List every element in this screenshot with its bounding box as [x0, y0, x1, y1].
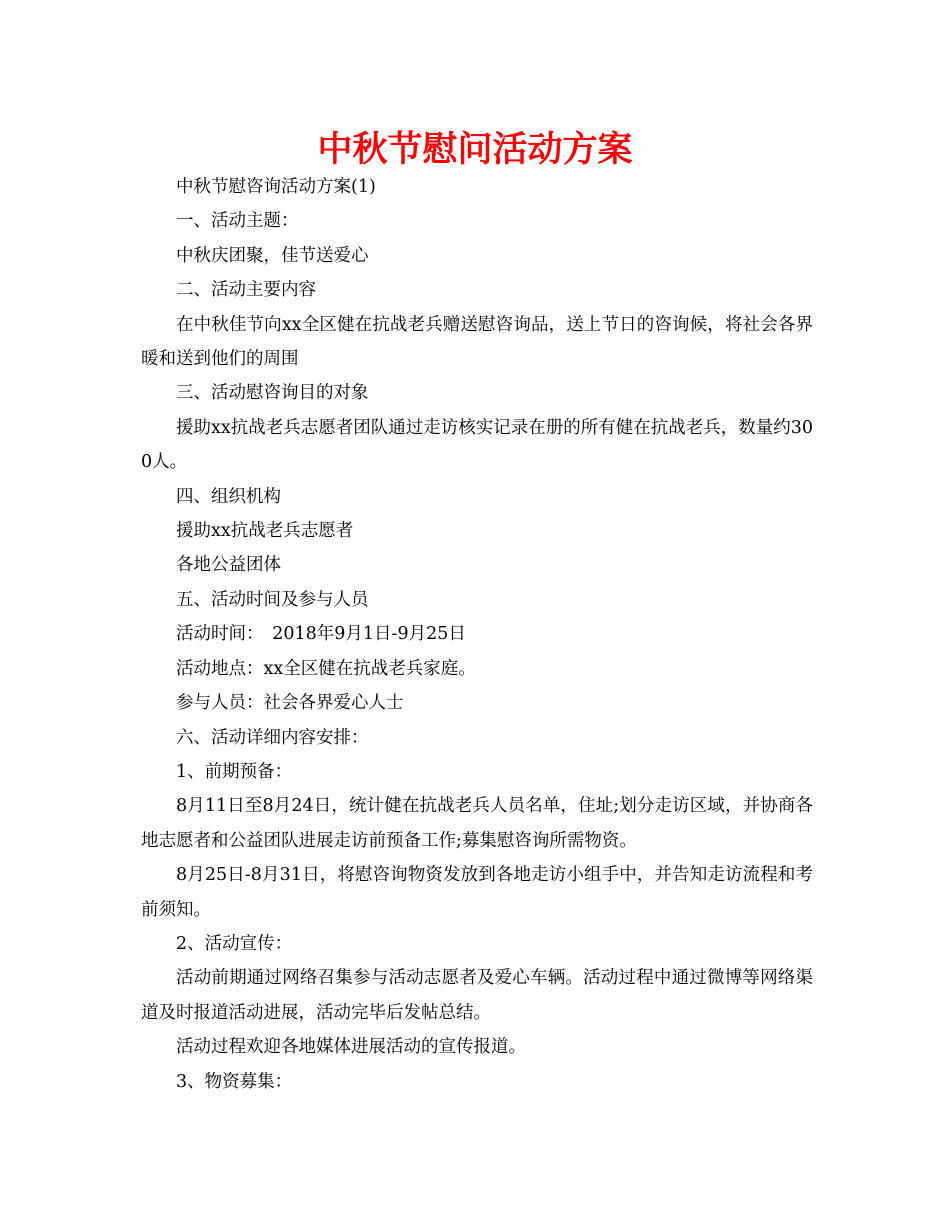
paragraph: 8月25日-8月31日，将慰咨询物资发放到各地走访小组手中，并告知走访流程和考前须知。 [141, 865, 813, 920]
paragraph: 参与人员：社会各界爱心人士 [176, 693, 404, 714]
subsection-heading: 2、活动宣传： [176, 933, 293, 954]
section-heading: 六、活动详细内容安排： [176, 727, 369, 748]
paragraph: 在中秋佳节向xx全区健在抗战老兵赠送慰咨询品，送上节日的咨询候，将社会各界暖和送到他们的周围 [141, 314, 813, 370]
subsection-heading: 1、前期预备： [176, 761, 293, 782]
paragraph: 援助xx抗战老兵志愿者 [176, 521, 354, 542]
paragraph: 活动前期通过网络召集参与活动志愿者及爱心车辆。活动过程中通过微博等网络渠道及时报道活动进展，活动完毕后发帖总结。 [141, 968, 813, 1023]
paragraph: 中秋庆团聚，佳节送爱心 [176, 245, 369, 266]
section-heading: 一、活动主题： [176, 211, 299, 232]
document-body [141, 170, 813, 1099]
paragraph: 活动地点：xx全区健在抗战老兵家庭。 [176, 658, 476, 679]
paragraph: 8月11日至8月24日，统计健在抗战老兵人员名单，住址;划分走访区域，并协商各地志愿者和公益团队进展走访前预备工作;募集慰咨询所需物资。 [141, 796, 813, 851]
section-heading: 二、活动主要内容 [176, 280, 316, 301]
paragraph: 活动过程欢迎各地媒体进展活动的宣传报道。 [176, 1037, 526, 1058]
section-heading: 三、活动慰咨询目的对象 [176, 383, 369, 404]
paragraph: 各地公益团体 [176, 555, 281, 576]
paragraph: 中秋节慰咨询活动方案(1) [176, 177, 376, 197]
document-title: 中秋节慰问活动方案 [317, 130, 633, 170]
subsection-heading: 3、物资募集： [176, 1071, 293, 1092]
paragraph: 活动时间： 2018年9月1日-9月25日 [176, 624, 466, 645]
paragraph: 援助xx抗战老兵志愿者团队通过走访核实记录在册的所有健在抗战老兵，数量约300人。 [141, 417, 814, 473]
section-heading: 四、组织机构 [176, 486, 281, 507]
section-heading: 五、活动时间及参与人员 [176, 589, 369, 610]
